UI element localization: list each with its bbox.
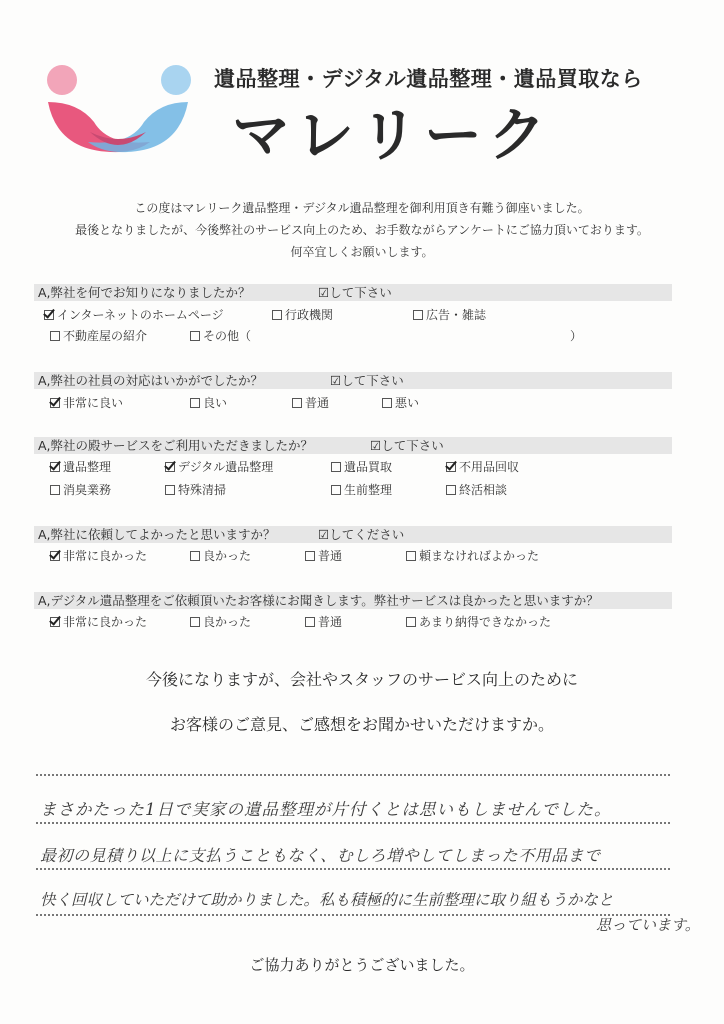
question-1-hint: ☑して下さい [318, 285, 392, 300]
checkbox-checked-icon[interactable] [50, 398, 60, 408]
checkbox-icon[interactable] [190, 551, 200, 561]
question-5-title: A,デジタル遺品整理をご依頼頂いたお客様にお聞きします。弊社サービスは良かったと思いますか？ [38, 593, 599, 608]
tagline: 遺品整理・デジタル遺品整理・遺品買取なら [214, 67, 643, 91]
question-5-bar [34, 592, 672, 609]
intro-line-3: 何卒宜しくお願いします。 [290, 245, 434, 259]
answer-line-3 [36, 868, 670, 870]
checkbox-icon[interactable] [272, 310, 282, 320]
question-2-hint: ☑して下さい [330, 373, 404, 388]
q4-option-4[interactable]: 頼まなければよかった [406, 548, 539, 565]
checkbox-icon[interactable] [382, 398, 392, 408]
answer-line-4 [36, 914, 670, 916]
brand-name: マレリーク [232, 101, 553, 169]
q2-option-3[interactable]: 普通 [292, 395, 329, 412]
checkbox-icon[interactable] [413, 310, 423, 320]
closing-thanks: ご協力ありがとうございました。 [249, 956, 475, 974]
question-2-title: A,弊社の社員の対応はいかがでしたか？ [38, 373, 264, 388]
answer-line-1 [36, 774, 670, 776]
intro-line-1: この度はマレリーク遺品整理・デジタル遺品整理を御利用頂き有難う御座いました。 [134, 201, 590, 215]
checkbox-icon[interactable] [50, 485, 60, 495]
checkbox-icon[interactable] [165, 485, 175, 495]
checkbox-icon[interactable] [190, 617, 200, 627]
q3-option-5[interactable]: 消臭業務 [50, 482, 111, 499]
q1-option-1[interactable]: インターネットのホームページ [44, 307, 224, 324]
checkbox-checked-icon[interactable] [50, 617, 60, 627]
prompt-line-2: お客様のご意見、ご感想をお聞かせいただけますか。 [169, 715, 554, 734]
question-2-bar [34, 372, 672, 389]
intro-line-2: 最後となりましたが、今後弊社のサービス向上のため、お手数ながらアンケートにご協力頂いております。 [75, 223, 649, 237]
question-4-title: A,弊社に依頼してよかったと思いますか？ [38, 527, 276, 542]
q4-option-3[interactable]: 普通 [305, 548, 342, 565]
checkbox-icon[interactable] [305, 551, 315, 561]
q3-option-8[interactable]: 終活相談 [446, 482, 507, 499]
checkbox-checked-icon[interactable] [50, 462, 60, 472]
question-1-bar [34, 284, 672, 301]
checkbox-checked-icon[interactable] [446, 462, 456, 472]
logo-blue-dot [161, 65, 191, 95]
checkbox-checked-icon[interactable] [165, 462, 175, 472]
q3-option-2[interactable]: デジタル遺品整理 [165, 459, 273, 476]
handwritten-line-4: 思っています。 [596, 916, 700, 934]
q1-option-2[interactable]: 行政機関 [272, 307, 333, 324]
checkbox-icon[interactable] [292, 398, 302, 408]
handwritten-line-1: まさかたった1日で実家の遺品整理が片付くとは思いもしませんでした。 [40, 800, 612, 819]
q5-option-4[interactable]: あまり納得できなかった [406, 614, 551, 631]
q3-option-3[interactable]: 遺品買取 [331, 459, 392, 476]
checkbox-icon[interactable] [190, 331, 200, 341]
answer-line-2 [36, 822, 670, 824]
q2-option-1[interactable]: 非常に良い [50, 395, 123, 412]
q1-option-4[interactable]: 不動産屋の紹介 [50, 328, 147, 345]
q1-option-3[interactable]: 広告・雑誌 [413, 307, 486, 324]
question-4-hint: ☑してください [318, 527, 405, 542]
checkbox-icon[interactable] [406, 551, 416, 561]
handwritten-line-2: 最初の見積り以上に支払うこともなく、むしろ増やしてしまった不用品まで [40, 846, 601, 865]
checkbox-icon[interactable] [190, 398, 200, 408]
logo-mark-icon [38, 62, 198, 162]
prompt-line-1: 今後になりますが、会社やスタッフのサービス向上のために [145, 670, 578, 689]
q4-option-2[interactable]: 良かった [190, 548, 251, 565]
q3-option-4[interactable]: 不用品回収 [446, 459, 519, 476]
checkbox-icon[interactable] [406, 617, 416, 627]
q2-option-2[interactable]: 良い [190, 395, 227, 412]
q5-option-1[interactable]: 非常に良かった [50, 614, 147, 631]
q1-other-close: ） [570, 329, 583, 343]
q1-option-5[interactable]: その他（ [190, 328, 251, 345]
logo-blue-swoosh [88, 102, 188, 152]
q2-option-4[interactable]: 悪い [382, 395, 419, 412]
q5-option-3[interactable]: 普通 [305, 614, 342, 631]
checkbox-icon[interactable] [50, 331, 60, 341]
checkbox-icon[interactable] [331, 462, 341, 472]
logo-pink-dot [47, 65, 77, 95]
checkbox-icon[interactable] [305, 617, 315, 627]
checkbox-checked-icon[interactable] [44, 310, 54, 320]
q5-option-2[interactable]: 良かった [190, 614, 251, 631]
q3-option-1[interactable]: 遺品整理 [50, 459, 111, 476]
checkbox-checked-icon[interactable] [50, 551, 60, 561]
checkbox-icon[interactable] [446, 485, 456, 495]
question-1-title: A,弊社を何でお知りになりましたか？ [38, 285, 251, 300]
question-4-bar [34, 526, 672, 543]
q4-option-1[interactable]: 非常に良かった [50, 548, 147, 565]
q3-option-6[interactable]: 特殊清掃 [165, 482, 226, 499]
q3-option-7[interactable]: 生前整理 [331, 482, 392, 499]
checkbox-icon[interactable] [331, 485, 341, 495]
question-3-hint: ☑して下さい [370, 438, 444, 453]
handwritten-line-3: 快く回収していただけて助かりました。私も積極的に生前整理に取り組もうかなと [40, 891, 614, 909]
question-3-bar [34, 437, 672, 454]
question-3-title: A,弊社の殿サービスをご利用いただきましたか？ [38, 438, 314, 453]
